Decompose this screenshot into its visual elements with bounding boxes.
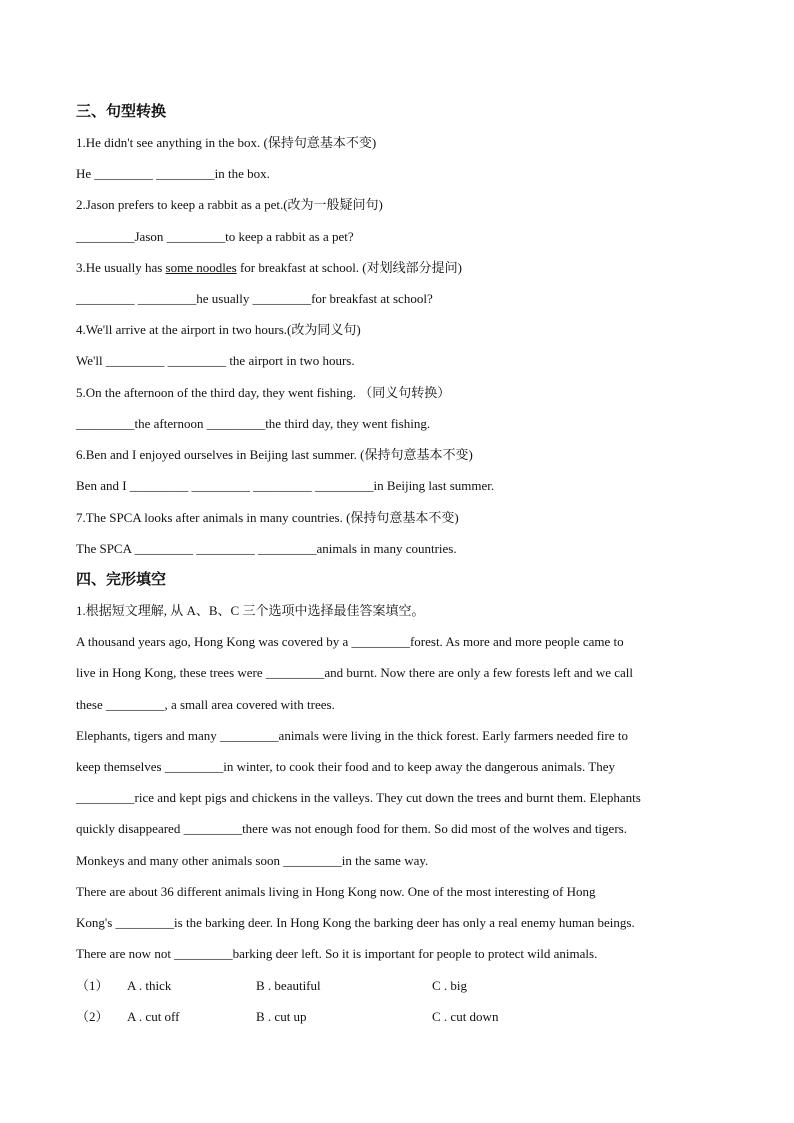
cloze-instruction: 1.根据短文理解, 从 A、B、C 三个选项中选择最佳答案填空。 [76,603,425,618]
passage-line: A thousand years ago, Hong Kong was covered by a _________forest. As more and more people came to [76,634,624,649]
answer-line-4: We'll _________ _________ the airport in two hours. [76,353,355,368]
section-3-title: 三、句型转换 [76,102,167,120]
question-5: 5.On the afternoon of the third day, they went fishing. （同义句转换） [76,385,451,400]
passage-line: _________rice and kept pigs and chickens in the valleys. They cut down the trees and burnt them. Elephants [76,790,641,805]
option-b: B . beautiful [256,978,321,993]
option-a: A . thick [127,978,172,993]
passage-line: Kong's _________is the barking deer. In Hong Kong the barking deer has only a real enemy human beings. [76,915,635,930]
passage-line: Elephants, tigers and many _________animals were living in the thick forest. Early farmers needed fire to [76,728,628,743]
question-3-pre: 3.He usually has [76,260,166,275]
passage-line: these _________, a small area covered with trees. [76,697,335,712]
question-1: 1.He didn't see anything in the box. (保持句意基本不变) [76,135,377,150]
answer-line-6: Ben and I _________ _________ _________ _________in Beijing last summer. [76,478,495,493]
passage-line: live in Hong Kong, these trees were _________and burnt. Now there are only a few forests left and we call [76,665,634,680]
passage-line: Monkeys and many other animals soon _________in the same way. [76,853,429,868]
option-c: C . cut down [432,1009,499,1024]
question-4: 4.We'll arrive at the airport in two hours.(改为同义句) [76,322,361,337]
question-3 [76,259,716,277]
option-number: （2） [76,1009,109,1024]
passage-line: quickly disappeared _________there was not enough food for them. So did most of the wolves and tigers. [76,821,627,836]
passage-line: keep themselves _________in winter, to cook their food and to keep away the dangerous animals. They [76,759,615,774]
passage-line: There are now not _________barking deer left. So it is important for people to protect wild animals. [76,946,598,961]
answer-line-3: _________ _________he usually _________for breakfast at school? [76,291,433,306]
option-a: A . cut off [127,1009,180,1024]
answer-line-5: _________the afternoon _________the third day, they went fishing. [76,416,431,431]
option-number: （1） [76,978,109,993]
question-6: 6.Ben and I enjoyed ourselves in Beijing last summer. (保持句意基本不变) [76,447,473,462]
question-7: 7.The SPCA looks after animals in many countries. (保持句意基本不变) [76,510,459,525]
answer-line-1: He _________ _________in the box. [76,166,270,181]
question-2: 2.Jason prefers to keep a rabbit as a pet.(改为一般疑问句) [76,197,383,212]
answer-line-2: _________Jason _________to keep a rabbit as a pet? [76,229,354,244]
question-3-underlined: some noodles [165,260,237,275]
section-4-title: 四、完形填空 [76,570,167,588]
option-c: C . big [432,978,468,993]
question-3-post: for breakfast at school. (对划线部分提问) [236,260,462,275]
answer-line-7: The SPCA _________ _________ _________animals in many countries. [76,541,457,556]
passage-line: There are about 36 different animals living in Hong Kong now. One of the most interesting of Hong [76,884,596,899]
option-b: B . cut up [256,1009,307,1024]
